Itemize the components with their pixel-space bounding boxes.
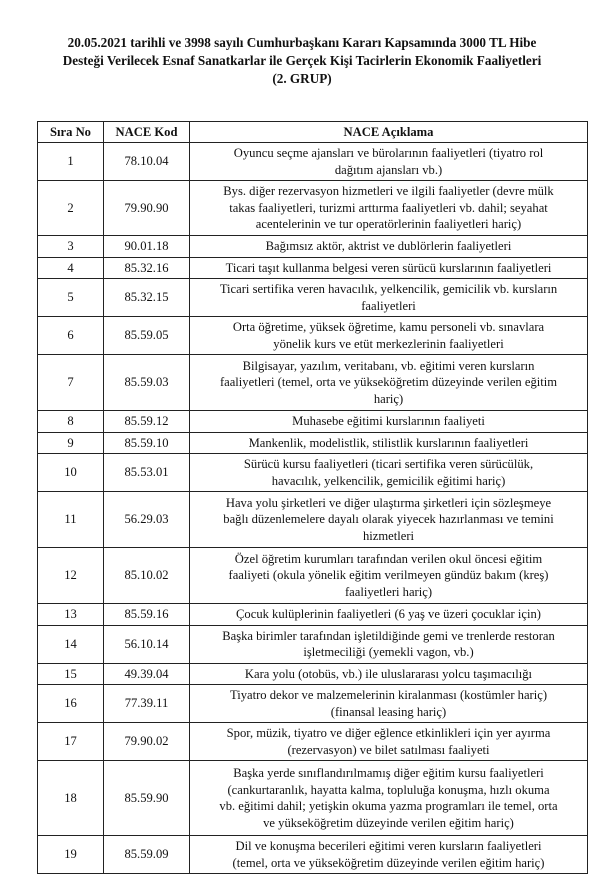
row-number: 2 [38, 181, 104, 236]
nace-code: 77.39.11 [104, 685, 190, 723]
table-row [38, 548, 588, 604]
nace-description [190, 454, 588, 492]
description-line: Sürücü kursu faaliyetleri (ticari sertifika veren sürücülük, [243, 457, 534, 471]
nace-description [190, 625, 588, 663]
nace-code: 85.53.01 [104, 454, 190, 492]
row-number: 14 [38, 625, 104, 663]
table-row [38, 836, 588, 874]
document-title [30, 34, 574, 88]
table-row [38, 236, 588, 258]
nace-code: 85.10.02 [104, 548, 190, 604]
nace-code: 56.29.03 [104, 492, 190, 548]
description-line: havacılık, yelkencilik, gemicilik eğitimi hariç) [271, 473, 506, 488]
nace-description [190, 279, 588, 317]
description-line: Çocuk kulüplerinin faaliyetleri (6 yaş ve üzeri çocuklar için) [236, 607, 541, 621]
table-row [38, 663, 588, 685]
row-number: 10 [38, 454, 104, 492]
nace-description [190, 236, 588, 258]
description-line: hizmetleri [362, 528, 415, 543]
nace-description [190, 355, 588, 411]
row-number: 7 [38, 355, 104, 411]
nace-description [190, 685, 588, 723]
description-line: faaliyetleri [361, 298, 416, 313]
nace-description [190, 761, 588, 836]
table-row [38, 181, 588, 236]
description-line: vb. eğitimi dahil; yetişkin okuma yazma programları ile temel, orta [219, 799, 558, 813]
nace-code: 78.10.04 [104, 143, 190, 181]
row-number: 17 [38, 723, 104, 761]
table-row [38, 432, 588, 454]
table-row [38, 279, 588, 317]
nace-code: 90.01.18 [104, 236, 190, 258]
row-number: 1 [38, 143, 104, 181]
description-line: Bys. diğer rezervasyon hizmetleri ve ilgili faaliyetler (devre mülk [223, 184, 554, 199]
nace-code: 79.90.90 [104, 181, 190, 236]
description-line: Özel öğretim kurumları tarafından verilen okul öncesi eğitim [234, 551, 543, 566]
table-row [38, 411, 588, 433]
nace-code: 85.59.09 [104, 836, 190, 874]
description-line: bağlı düzenlemelere dayalı olarak yiyecek hazırlanması ve temini [223, 512, 554, 527]
nace-code: 79.90.02 [104, 723, 190, 761]
table-row [38, 143, 588, 181]
header-sira-no: Sıra No [38, 122, 104, 143]
row-number: 16 [38, 685, 104, 723]
title-line-1: 20.05.2021 tarihli ve 3998 sayılı Cumhurbaşkanı Kararı Kapsamında 3000 TL Hibe [67, 35, 537, 50]
description-line: Hava yolu şirketleri ve diğer ulaştırma şirketleri için sözleşmeye [225, 495, 552, 510]
description-line: dağıtım ajansları vb.) [334, 162, 443, 177]
row-number: 19 [38, 836, 104, 874]
description-line: Bağımsız aktör, aktrist ve dublörlerin faaliyetleri [265, 239, 512, 253]
row-number: 5 [38, 279, 104, 317]
row-number: 15 [38, 663, 104, 685]
description-line: faaliyetleri hariç) [344, 584, 433, 599]
nace-description [190, 492, 588, 548]
description-line: takas faaliyetleri, turizmi arttırma faaliyetleri vb. dahil; seyahat [229, 200, 548, 215]
row-number: 11 [38, 492, 104, 548]
nace-description [190, 257, 588, 279]
description-line: Spor, müzik, tiyatro ve diğer eğlence etkinlikleri için yer ayırma [226, 726, 551, 740]
nace-table [37, 121, 588, 874]
nace-description [190, 181, 588, 236]
table-header-row [38, 122, 588, 143]
nace-code: 85.32.15 [104, 279, 190, 317]
nace-code: 85.59.10 [104, 432, 190, 454]
row-number: 6 [38, 317, 104, 355]
table-row [38, 604, 588, 626]
description-line: Bilgisayar, yazılım, veritabanı, vb. eğitimi veren kursların [242, 358, 535, 373]
nace-description [190, 663, 588, 685]
description-line: (finansal leasing hariç) [330, 704, 447, 719]
row-number: 3 [38, 236, 104, 258]
nace-code: 85.32.16 [104, 257, 190, 279]
nace-description [190, 548, 588, 604]
title-line-3: (2. GRUP) [272, 71, 332, 86]
description-line: Oyuncu seçme ajansları ve bürolarının faaliyetleri (tiyatro rol [233, 146, 544, 160]
nace-code: 85.59.90 [104, 761, 190, 836]
table-row [38, 492, 588, 548]
row-number: 12 [38, 548, 104, 604]
table-row [38, 355, 588, 411]
row-number: 8 [38, 411, 104, 433]
row-number: 4 [38, 257, 104, 279]
description-line: Ticari taşıt kullanma belgesi veren sürücü kurslarının faaliyetleri [225, 260, 552, 275]
header-nace-kod: NACE Kod [104, 122, 190, 143]
table-row [38, 454, 588, 492]
nace-description [190, 836, 588, 874]
nace-description [190, 432, 588, 454]
nace-code: 85.59.05 [104, 317, 190, 355]
description-line: Başka yerde sınıflandırılmamış diğer eğitim kursu faaliyetleri [233, 766, 544, 780]
description-line: yönelik kurs ve etüt merkezlerinin faaliyetleri [273, 336, 504, 351]
nace-code: 49.39.04 [104, 663, 190, 685]
nace-description [190, 723, 588, 761]
nace-code: 56.10.14 [104, 625, 190, 663]
description-line: hariç) [373, 391, 404, 406]
nace-description [190, 411, 588, 433]
nace-code: 85.59.16 [104, 604, 190, 626]
nace-code: 85.59.03 [104, 355, 190, 411]
description-line: Muhasebe eğitimi kurslarının faaliyeti [292, 414, 485, 428]
nace-description [190, 604, 588, 626]
description-line: (cankurtaranlık, hayatta kalma, topluluğa konuşma, hızlı okuma [227, 782, 550, 797]
description-line: Başka birimler tarafından işletildiğinde gemi ve trenlerde restoran [222, 628, 555, 643]
description-line: Orta öğretime, yüksek öğretime, kamu personeli vb. sınavlara [232, 320, 545, 334]
description-line: ve yükseköğretim düzeyinde verilen eğitim hariç) [263, 815, 514, 830]
title-line-2: Desteği Verilecek Esnaf Sanatkarlar ile Gerçek Kişi Tacirlerin Ekonomik Faaliyetleri [62, 53, 542, 68]
header-nace-aciklama: NACE Açıklama [190, 122, 588, 143]
table-row [38, 685, 588, 723]
description-line: Mankenlik, modelistlik, stilistlik kurslarının faaliyetleri [248, 435, 529, 450]
description-line: işletmeciliği (yemekli vagon, vb.) [303, 645, 474, 659]
description-line: (rezervasyon) ve bilet satılması faaliyeti [287, 742, 490, 757]
table-row [38, 761, 588, 836]
row-number: 9 [38, 432, 104, 454]
row-number: 18 [38, 761, 104, 836]
description-line: faaliyetleri (temel, orta ve yükseköğretim düzeyinde verilen eğitim [219, 375, 558, 390]
description-line: acentelerinin ve tur operatörlerinin faaliyetleri hariç) [255, 217, 522, 232]
row-number: 13 [38, 604, 104, 626]
nace-description [190, 143, 588, 181]
description-line: Ticari sertifika veren havacılık, yelkencilik, gemicilik vb. kursların [219, 282, 558, 296]
table-row [38, 317, 588, 355]
nace-description [190, 317, 588, 355]
description-line: faaliyeti (okula yönelik eğitim verilmeyen gündüz bakım (kreş) [228, 568, 549, 583]
description-line: Tiyatro dekor ve malzemelerinin kiralanması (kostümler hariç) [229, 688, 548, 702]
table-row [38, 257, 588, 279]
table-row [38, 723, 588, 761]
description-line: (temel, orta ve yükseköğretim düzeyinde verilen eğitim hariç) [232, 855, 545, 870]
nace-code: 85.59.12 [104, 411, 190, 433]
description-line: Kara yolu (otobüs, vb.) ile uluslararası yolcu taşımacılığı [244, 666, 533, 681]
description-line: Dil ve konuşma becerileri eğitimi veren kursların faaliyetleri [235, 839, 542, 853]
table-row [38, 625, 588, 663]
